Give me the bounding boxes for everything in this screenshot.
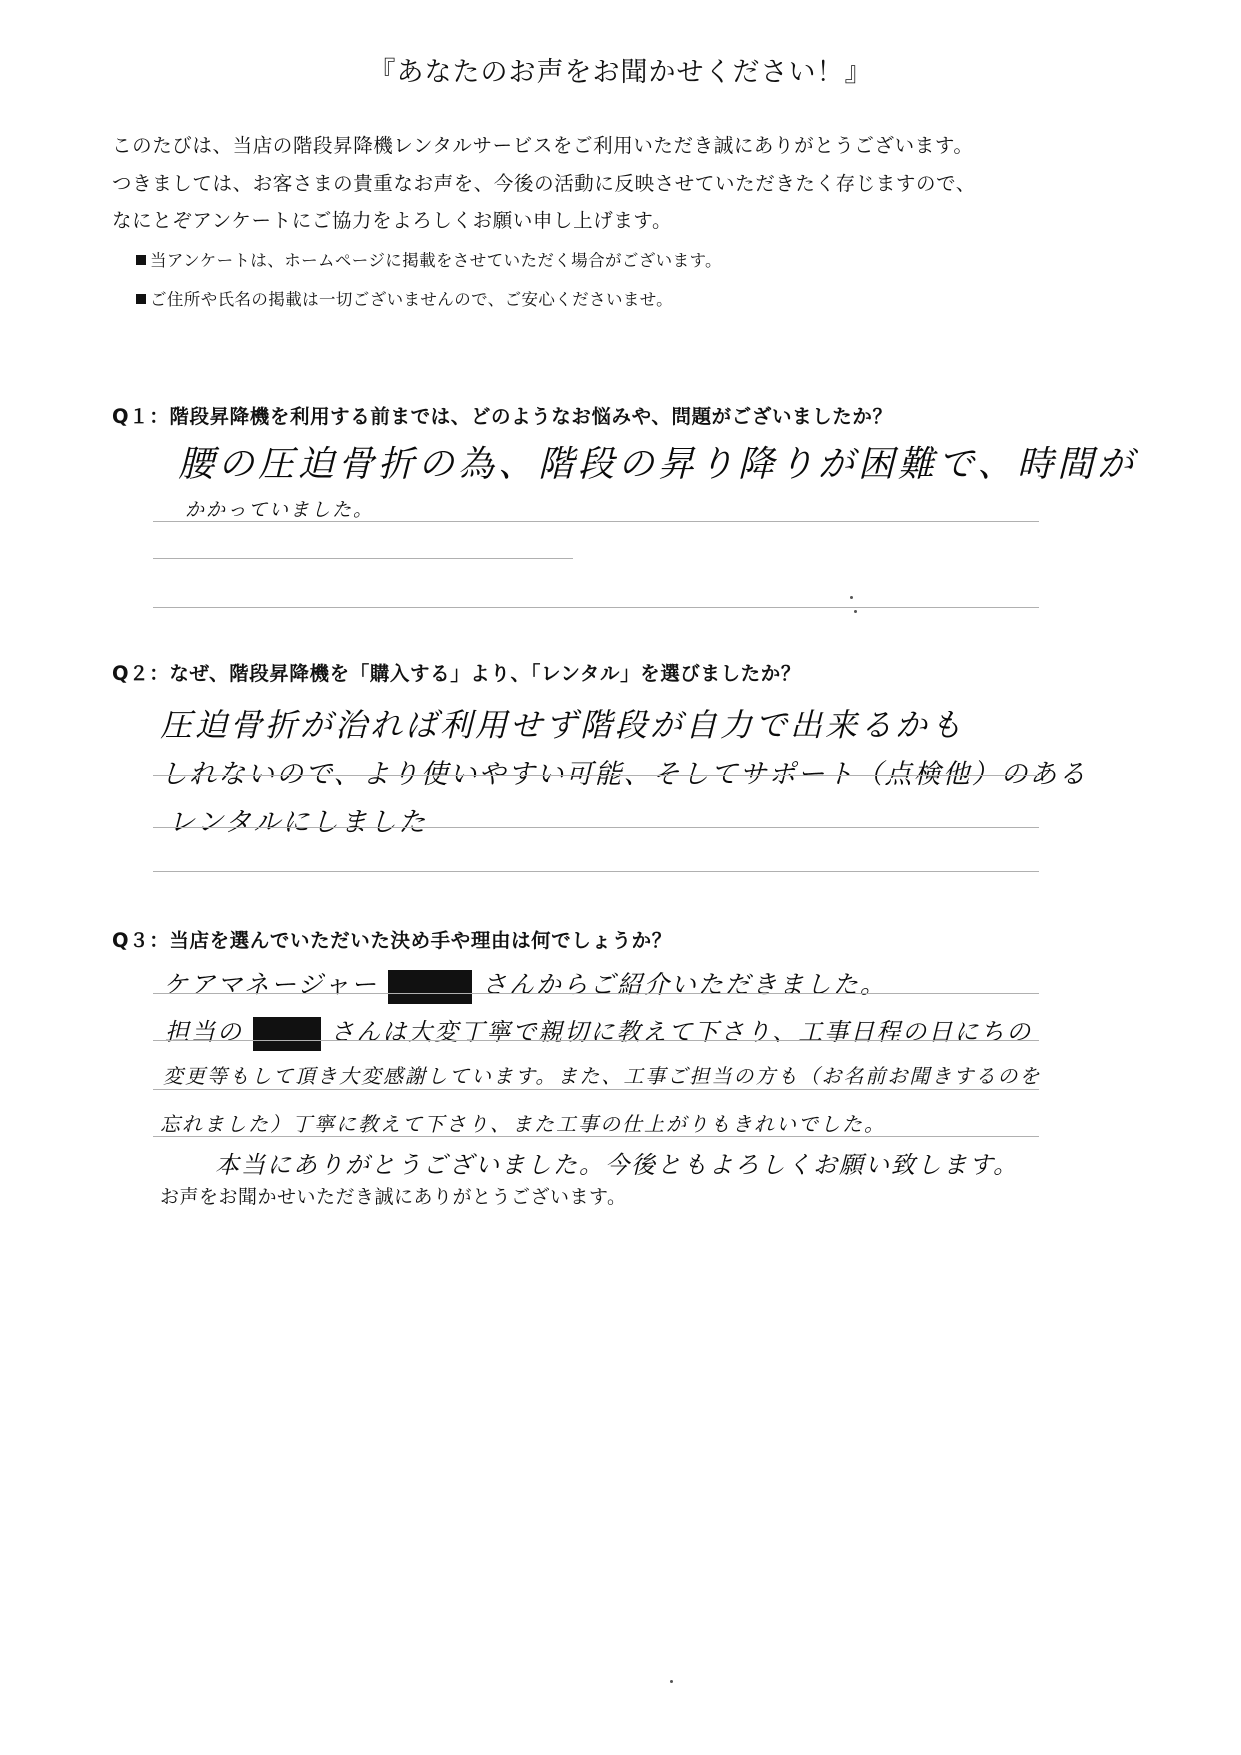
redacted-name-box xyxy=(253,1017,321,1051)
square-bullet-icon xyxy=(136,255,146,265)
scan-speck xyxy=(854,610,857,613)
answer-3-text-1a: ケアマネージャー xyxy=(163,970,379,999)
intro-line-3: なにとぞアンケートにご協力をよろしくお願い申し上げます。 xyxy=(112,209,673,232)
answer-line xyxy=(153,607,1039,608)
answer-3-text-1b: さんからご紹介いただきました。 xyxy=(481,970,887,999)
answer-1-line-2: かかっていました。 xyxy=(185,499,375,521)
redacted-name-box xyxy=(388,970,472,1004)
answer-line xyxy=(153,1136,1039,1137)
answer-line xyxy=(153,827,1039,828)
answer-line xyxy=(153,521,1039,522)
question-2: Q２：なぜ、階段昇降機を「購入する」より、「レンタル」を選びましたか？ xyxy=(112,662,801,685)
intro-line-2: つきましては、お客さまの貴重なお声を、今後の活動に反映させていただきたく存じますので、 xyxy=(112,172,976,195)
answer-line xyxy=(153,871,1039,872)
answer-line xyxy=(153,558,573,559)
intro-line-1: このたびは、当店の階段昇降機レンタルサービスをご利用いただき誠にありがとうございます。 xyxy=(112,134,974,157)
question-1: Q１：階段昇降機を利用する前までは、どのようなお悩みや、問題がございましたか？ xyxy=(112,405,893,428)
note-1-text: 当アンケートは、ホームページに掲載をさせていただく場合がございます。 xyxy=(150,251,722,270)
note-2 xyxy=(136,286,673,310)
note-2-text: ご住所や氏名の掲載は一切ございませんので、ご安心くださいませ。 xyxy=(150,290,674,309)
answer-line xyxy=(153,775,1039,776)
answer-line xyxy=(153,993,1039,994)
answer-3-line-4: 忘れました）丁寧に教えて下さり、また工事の仕上がりもきれいでした。 xyxy=(160,1112,886,1136)
question-3: Q３：当店を選んでいただいた決め手や理由は何でしょうか？ xyxy=(112,929,672,952)
scan-speck xyxy=(850,596,853,599)
answer-2-line-3: レンタルにしました xyxy=(168,807,428,838)
answer-3-text-2b: さんは大変丁寧で親切に教えて下さり、工事日程の日にちの xyxy=(330,1018,1033,1046)
page-title: 『あなたのお声をお聞かせください！』 xyxy=(368,57,873,88)
answer-2-line-2: しれないので、より使いやすい可能、そしてサポート（点検他）のある xyxy=(160,759,1088,790)
footer-thanks: お声をお聞かせいただき誠にありがとうございます。 xyxy=(160,1186,627,1208)
answer-line xyxy=(153,1089,1039,1090)
answer-3-text-2a: 担当の xyxy=(165,1018,243,1046)
note-1 xyxy=(136,247,722,271)
answer-3-line-1 xyxy=(163,965,887,1004)
scan-speck xyxy=(670,1680,673,1683)
answer-3-line-5: 本当にありがとうございました。今後ともよろしくお願い致します。 xyxy=(215,1151,1020,1179)
answer-1-line-1: 腰の圧迫骨折の為、階段の昇り降りが困難で、時間が xyxy=(178,444,1138,485)
answer-2-line-1: 圧迫骨折が治れば利用せず階段が自力で出来るかも xyxy=(160,706,966,744)
answer-3-line-3: 変更等もして頂き大変感謝しています。また、工事ご担当の方も（お名前お聞きするのを xyxy=(163,1064,1042,1088)
square-bullet-icon xyxy=(136,294,146,304)
answer-line xyxy=(153,1040,1039,1041)
answer-3-line-2 xyxy=(165,1012,1032,1051)
